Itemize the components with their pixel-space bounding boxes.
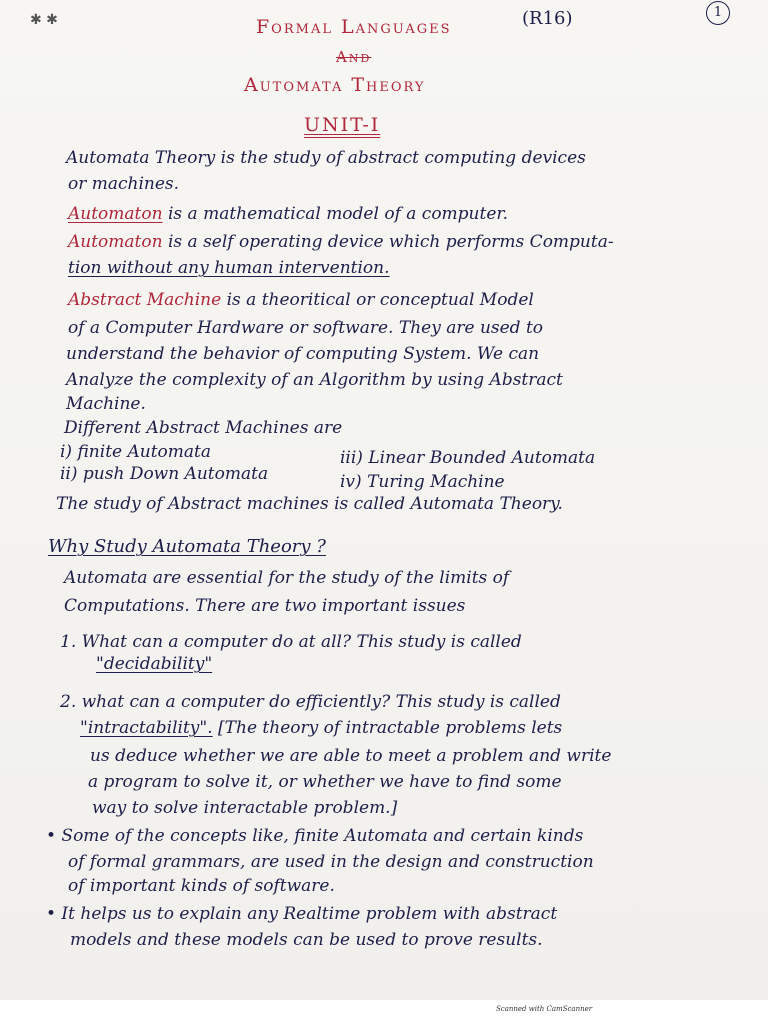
automaton-def-2: is a self operating device which performs Computa-: [167, 232, 614, 252]
term-abstract-machine: Abstract Machine: [68, 290, 222, 310]
bullet-2-line-2: models and these models can be used to prove results.: [70, 930, 543, 950]
bullet-1-line-3: of important kinds of software.: [68, 876, 335, 896]
machine-item-3: iii) Linear Bounded Automata: [340, 448, 596, 468]
abstract-def-2: of a Computer Hardware or software. They are used to: [68, 318, 544, 338]
issue-2-cont-1: [The theory of intractable problems lets: [218, 718, 563, 738]
term-automaton-1: Automaton: [68, 204, 163, 224]
issue-2-cont-2: us deduce whether we are able to meet a problem and write: [90, 746, 612, 766]
bullet-1-line-1: • Some of the concepts like, finite Automata and certain kinds: [46, 826, 584, 846]
scan-footer: [0, 1000, 768, 1024]
why-line-1: Automata are essential for the study of the limits of: [64, 568, 510, 588]
abstract-def-4: Analyze the complexity of an Algorithm by using Abstract: [66, 370, 563, 390]
automaton-def-3: tion without any human intervention.: [68, 258, 390, 278]
title-line-3: Automata Theory: [244, 74, 426, 96]
decidability-term: "decidability": [96, 654, 213, 674]
term-automaton-2: Automaton: [68, 232, 163, 252]
regulation-code: (R16): [522, 8, 573, 29]
abstract-def-3: understand the behavior of computing System. We can: [66, 344, 540, 364]
corner-mark-icon: ✱ ✱: [30, 12, 58, 28]
abstract-def-1: is a theoritical or conceptual Model: [226, 290, 534, 310]
machine-item-1: i) finite Automata: [60, 442, 212, 462]
intro-line-1: Automata Theory is the study of abstract computing devices: [66, 148, 586, 168]
abstract-def-5: Machine.: [66, 394, 146, 414]
issue-2-cont-3: a program to solve it, or whether we have to find some: [88, 772, 562, 792]
issue-2-cont-4: way to solve interactable problem.]: [92, 798, 398, 818]
machines-heading: Different Abstract Machines are: [64, 418, 343, 438]
intro-line-2: or machines.: [68, 174, 180, 194]
machine-item-2: ii) push Down Automata: [60, 464, 269, 484]
machine-item-4: iv) Turing Machine: [340, 472, 505, 492]
title-line-2: And: [336, 48, 372, 66]
title-line-1: Formal Languages: [256, 16, 452, 38]
scanner-watermark: Scanned with CamScanner: [496, 1005, 593, 1013]
bullet-2-line-1: • It helps us to explain any Realtime problem with abstract: [46, 904, 558, 924]
issue-2: 2. what can a computer do efficiently? This study is called: [60, 692, 561, 712]
page-number: 1: [706, 1, 730, 25]
issue-1: 1. What can a computer do at all? This study is called: [60, 632, 522, 652]
intractability-term: "intractability".: [80, 718, 213, 738]
why-heading: Why Study Automata Theory ?: [48, 536, 326, 557]
why-line-2: Computations. There are two important issues: [64, 596, 466, 616]
study-line: The study of Abstract machines is called Automata Theory.: [56, 494, 563, 514]
unit-heading: UNIT-I: [304, 114, 381, 136]
bullet-1-line-2: of formal grammars, are used in the design and construction: [68, 852, 594, 872]
automaton-def-1: is a mathematical model of a computer.: [167, 204, 509, 224]
